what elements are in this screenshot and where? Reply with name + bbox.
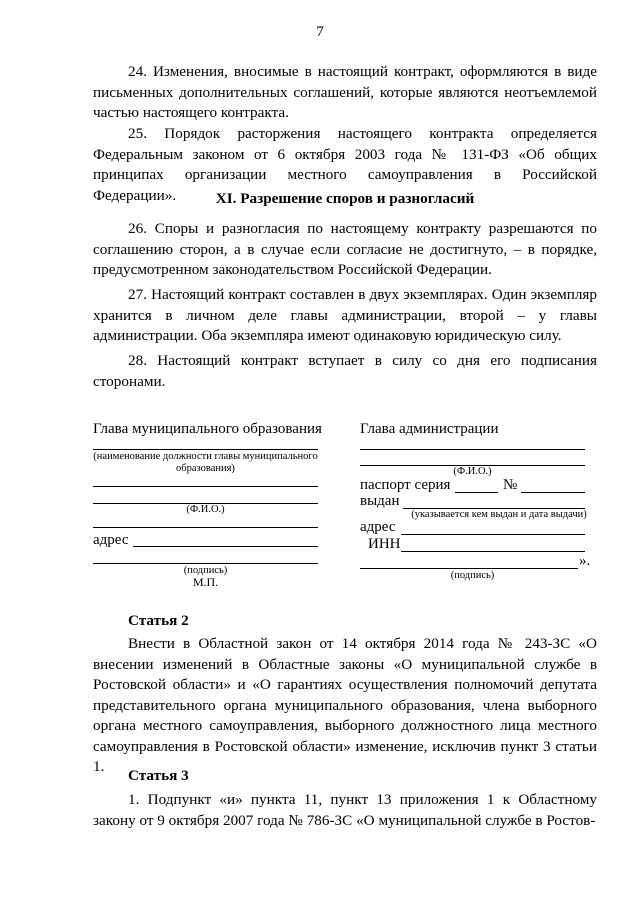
address-line-2 <box>133 546 318 547</box>
paragraph-26: 26. Споры и разногласия по настоящему контракту разрешаются по соглашению сторон, а в случае если согласие не достигнуто, – в порядке, предусмотренном законодательством Российской Федерации. <box>93 220 597 278</box>
left-title: Глава муниципального образования <box>93 421 322 437</box>
closing-quote: ». <box>579 553 591 569</box>
passport-number-line <box>521 492 585 493</box>
number-sign: № <box>503 477 518 493</box>
article-3-text: 1. Подпункт «и» пункта 11, пункт 13 приложения 1 к Областному закону от 9 октября 2007 года № 786-ЗС «О муниципальной службе в Ростов- <box>93 791 597 829</box>
right-signature-caption: (подпись) <box>450 570 495 581</box>
issued-label: выдан <box>360 493 400 509</box>
paragraph-24: 24. Изменения, вносимые в настоящий контракт, оформляются в виде письменных дополнительных соглашений, которые являются неотъемлемой частью настоящего контракта. <box>93 63 597 121</box>
paragraph-27: 27. Настоящий контракт составлен в двух экземплярах. Один экземпляр хранится в личном деле главы администрации, второй – у главы администрации. Оба экземпляра имеют одинаковую юридическую силу. <box>93 286 597 344</box>
left-address-label: адрес <box>93 532 129 548</box>
right-signature-line <box>360 568 578 569</box>
left-fio-caption: (Ф.И.О.) <box>186 504 225 515</box>
section-heading: XI. Разрешение споров и разногласий <box>215 190 475 207</box>
position-line <box>93 449 318 450</box>
address-line-1 <box>93 527 318 528</box>
passport-label: паспорт серия <box>360 477 451 493</box>
article-2-title: Статья 2 <box>128 612 189 629</box>
right-address-line <box>401 534 585 535</box>
paragraph-25: 25. Порядок расторжения настоящего контракта определяется Федеральным законом от 6 октября 2003 года № 131-ФЗ «Об общих принципах организации местного самоуправления в Российской Федерации». <box>93 125 597 204</box>
right-fio-caption: (Ф.И.О.) <box>453 466 492 477</box>
position-caption: (наименование должности главы муниципального образования) <box>93 451 318 474</box>
right-fio-line-1 <box>360 449 585 450</box>
paragraph-28: 28. Настоящий контракт вступает в силу со дня его подписания сторонами. <box>93 352 597 390</box>
inn-line <box>401 551 585 552</box>
article-3-title: Статья 3 <box>128 767 189 784</box>
stamp-mark: М.П. <box>192 575 219 589</box>
issued-caption: (указывается кем выдан и дата выдачи) <box>411 509 587 520</box>
left-signature-caption: (подпись) <box>183 565 228 576</box>
article-2-text: Внести в Областной закон от 14 октября 2014 года № 243-ЗС «О внесении изменений в Областные законы «О муниципальной службе в Ростовской области» и «О гарантиях осуществления полномочий депутата представительного органа муниципального образования, члена выборного органа местного самоуправления, выборного должностного лица местного самоуправления в Ростовской области» изменение, исключив пункт 3 статьи 1. <box>93 635 597 775</box>
inn-label: ИНН <box>368 536 401 552</box>
right-title: Глава администрации <box>360 421 499 437</box>
fio-line-1 <box>93 486 318 487</box>
page-number: 7 <box>316 24 324 40</box>
right-address-label: адрес <box>360 519 396 535</box>
passport-series-line <box>455 492 498 493</box>
left-signature-line <box>93 563 318 564</box>
